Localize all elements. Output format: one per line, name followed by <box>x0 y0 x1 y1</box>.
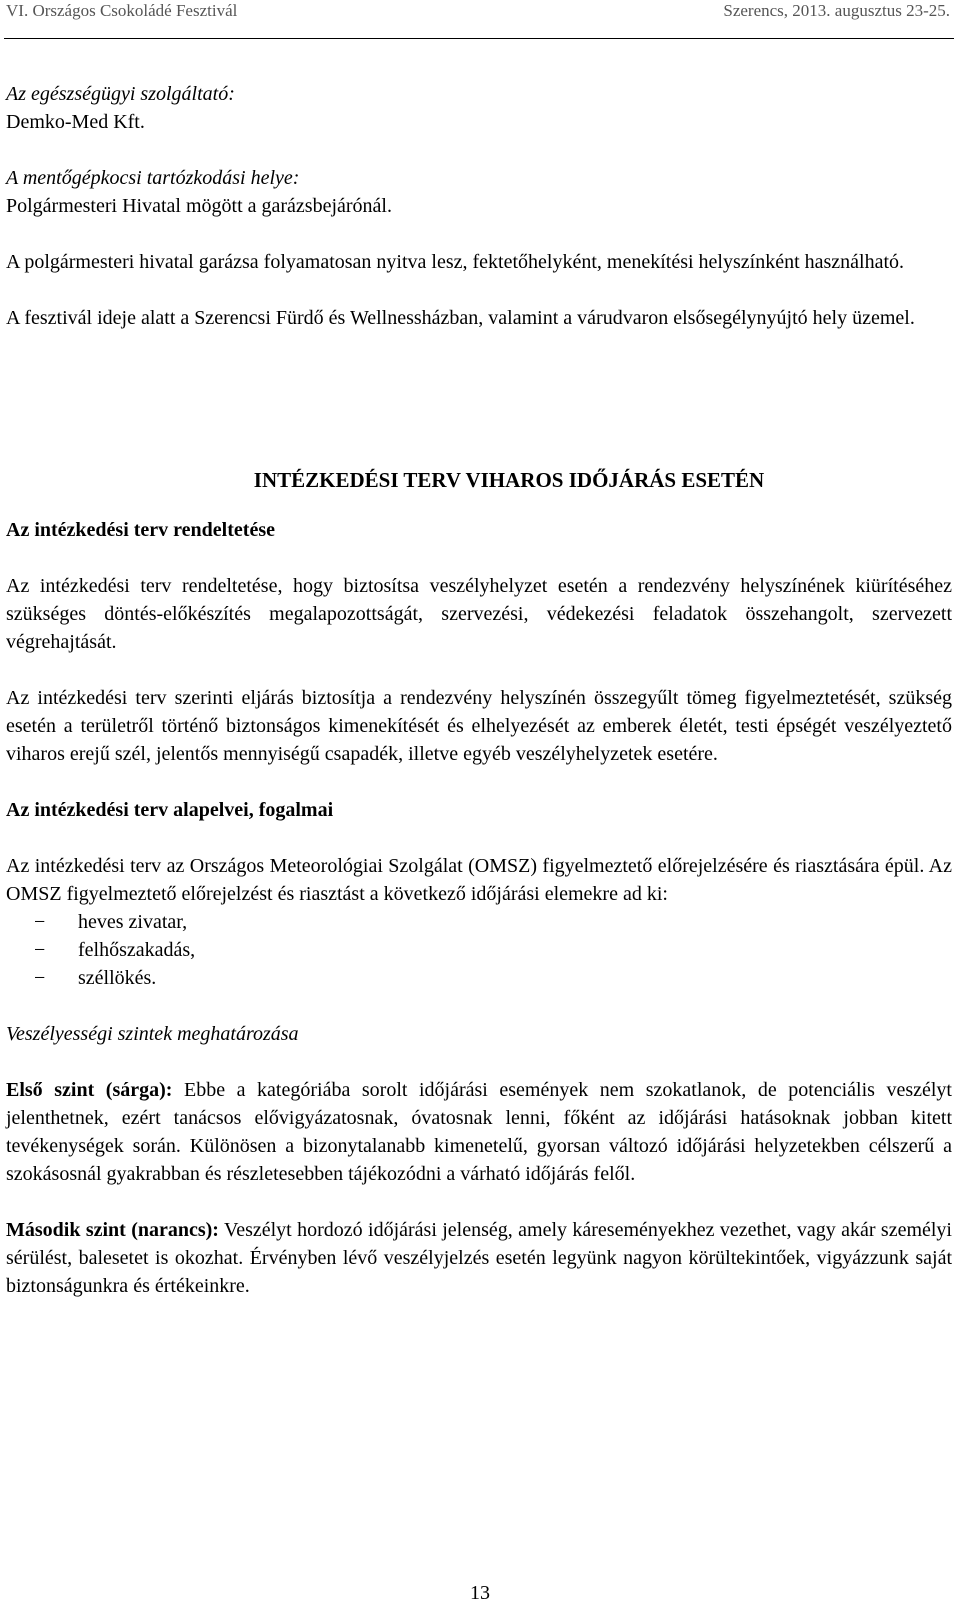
level-1-paragraph: Első szint (sárga): Ebbe a kategóriába sorolt időjárási események nem szokatlanok, de potenciális veszélyt jelenthetnek, ezért tanácsos elővigyázatosnak, óvatosnak lenni, főként az időjárási hatásoknak jobban kitett tevékenységek során. Különösen a bizonytalanabb kimenetelű, gyorsan változó időjárási helyzetekben célszerű a szokásosnál gyakrabban és részletesebben tájékozódni a várható időjárás felől. <box>6 1079 952 1185</box>
garage-paragraph: A polgármesteri hivatal garázsa folyamatosan nyitva lesz, fektetőhelyként, menekítési helyszínként használható. <box>6 251 905 273</box>
health-provider-value: Demko-Med Kft. <box>6 111 145 133</box>
level-2-label: Második szint (narancs): <box>6 1219 219 1241</box>
dash-bullet: − <box>34 939 46 961</box>
purpose-paragraph-2: Az intézkedési terv szerinti eljárás biztosítja a rendezvény helyszínén összegyűlt tömeg figyelmeztetését, szükség esetén a területről történő biztonságos kimenekítését és elhelyezését az emberek életét, testi épségét veszélyeztető viharos erejű szél, jelentős mennyiségű csapadék, illetve egyéb veszélyhelyzetek esetére. <box>6 687 952 765</box>
weather-elements-list <box>6 908 952 992</box>
first-aid-paragraph: A fesztivál ideje alatt a Szerencsi Fürdő és Wellnessházban, valamint a várudvaron elsősegélynyújtó hely üzemel. <box>6 307 915 329</box>
header-event-title: VI. Országos Csokoládé Fesztivál <box>6 1 238 20</box>
header-place-date: Szerencs, 2013. augusztus 23-25. <box>723 1 950 20</box>
level-1-label: Első szint (sárga): <box>6 1079 173 1101</box>
page-header <box>4 0 954 39</box>
ambulance-location-label: A mentőgépkocsi tartózkodási helye: <box>6 167 300 189</box>
list-item: − széllökés. <box>6 964 952 992</box>
dash-bullet: − <box>34 967 46 989</box>
section-heading-levels: Veszélyességi szintek meghatározása <box>6 1023 299 1045</box>
principles-paragraph: Az intézkedési terv az Országos Meteorológiai Szolgálat (OMSZ) figyelmeztető előrejelzésére és riasztására épül. Az OMSZ figyelmeztető előrejelzést és riasztást a következő időjárási elemekre ad ki: <box>6 855 952 905</box>
dash-bullet: − <box>34 911 46 933</box>
section-heading-principles: Az intézkedési terv alapelvei, fogalmai <box>6 799 334 821</box>
page-number: 13 <box>470 1582 490 1604</box>
list-item: − heves zivatar, <box>6 908 952 936</box>
section-heading-purpose: Az intézkedési terv rendeltetése <box>6 519 275 541</box>
document-title: INTÉZKEDÉSI TERV VIHAROS IDŐJÁRÁS ESETÉN <box>253 468 765 492</box>
purpose-paragraph-1: Az intézkedési terv rendeltetése, hogy biztosítsa veszélyhelyzet esetén a rendezvény helyszínének kiürítéséhez szükséges döntés-előkészítés megalapozottságát, szervezési, védekezési feladatok összehangolt, szervezett végrehajtását. <box>6 575 952 653</box>
level-2-paragraph: Második szint (narancs): Veszélyt hordozó időjárási jelenség, amely káreseményekhez vezethet, vagy akár személyi sérülést, balesetet is okozhat. Érvényben lévő veszélyjelzés esetén legyünk nagyon körültekintőek, vigyázzunk saját biztonságunkra és értékeinkre. <box>6 1219 952 1297</box>
page-content <box>6 80 952 1300</box>
ambulance-location-value: Polgármesteri Hivatal mögött a garázsbejárónál. <box>6 195 392 217</box>
list-item: − felhőszakadás, <box>6 936 952 964</box>
health-provider-label: Az egészségügyi szolgáltató: <box>6 83 235 105</box>
